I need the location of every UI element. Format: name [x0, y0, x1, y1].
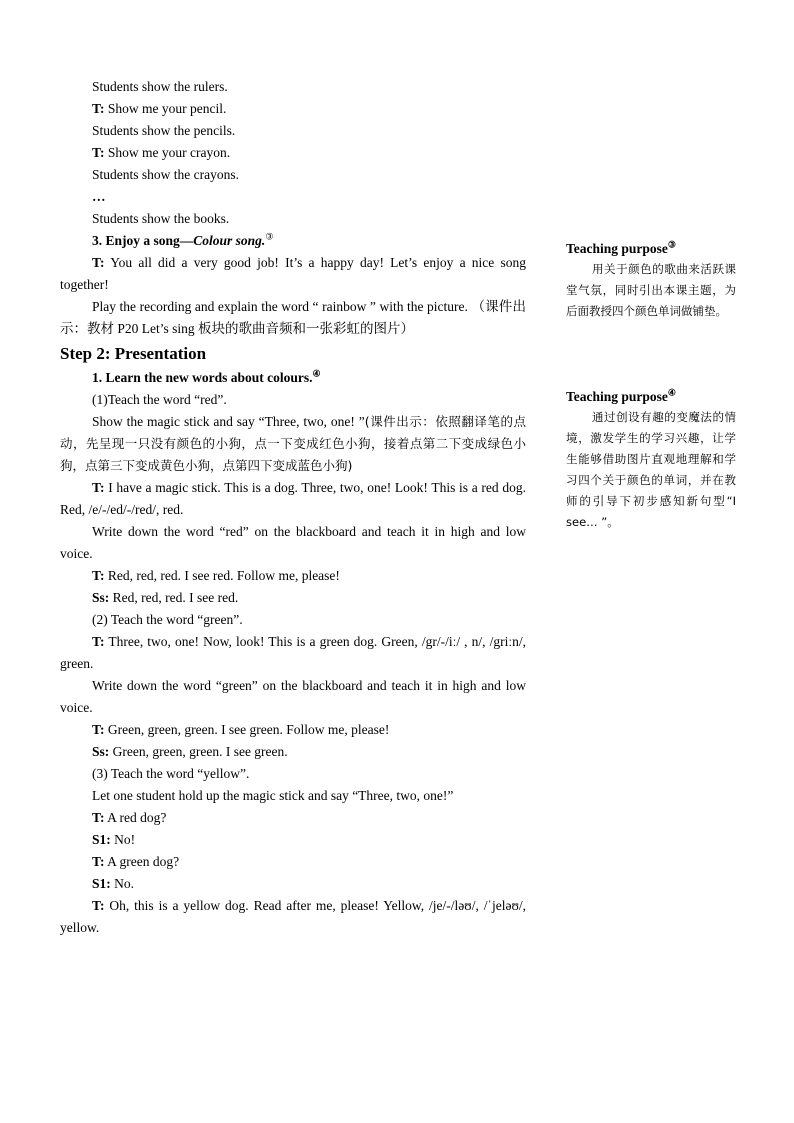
dialogue-text: You all did a very good job! It’s a happy day! Let’s enjoy a nice song together! — [60, 255, 526, 292]
main-column — [60, 76, 526, 939]
speaker-label: T: — [92, 145, 105, 160]
dialogue-text: Show me your pencil. — [104, 101, 227, 116]
instruction-line: Play the recording and explain the word “ rainbow ” with the picture. （课件出示：教材 P20 Let’s sing 板块的歌曲音频和一张彩虹的图片） — [60, 299, 526, 336]
dialogue-line — [60, 98, 526, 120]
speaker-label: Ss: — [92, 744, 110, 759]
dialogue-text: A red dog? — [104, 810, 167, 825]
instruction-line: Write down the word “green” on the blackboard and teach it in high and low voice. — [60, 678, 526, 715]
dialogue-text: I have a magic stick. This is a dog. Three, two, one! Look! This is a red dog. Red, /e/-/ed/-/red/, red. — [60, 480, 526, 517]
note-heading — [566, 386, 736, 407]
ellipsis: … — [92, 189, 106, 204]
dialogue-line — [60, 851, 526, 873]
speaker-label: T: — [92, 568, 105, 583]
dialogue-text: Green, green, green. I see green. — [109, 744, 288, 759]
speaker-label: T: — [92, 101, 105, 116]
speaker-label: T: — [92, 810, 105, 825]
dialogue-line — [60, 587, 526, 609]
speaker-label: T: — [92, 255, 105, 270]
teaching-purpose-note-4 — [566, 386, 736, 533]
dialogue-line — [60, 741, 526, 763]
speaker-label: S1: — [92, 876, 111, 891]
dialogue-text: No. — [110, 876, 135, 891]
footnote-marker: ④ — [312, 368, 321, 379]
dialogue-line — [60, 873, 526, 895]
activity-heading-text: 3. Enjoy a song— — [92, 233, 194, 248]
instruction-line: (1)Teach the word “red”. — [92, 392, 227, 407]
instruction-text: Show the magic stick and say “Three, two, one! ” — [92, 414, 365, 429]
note-body: 通过创设有趣的变魔法的情境，激发学生的学习兴趣，让学生能够借助图片直观地理解和学习四个关于颜色的单词，并在教师的引导下初步感知新句型“I see… ”。 — [566, 410, 736, 529]
activity-heading — [60, 367, 526, 389]
dialogue-line — [60, 895, 526, 939]
footnote-marker: ③ — [667, 239, 676, 250]
speaker-label: Ss: — [92, 590, 110, 605]
footnote-marker: ③ — [265, 231, 274, 242]
dialogue-text: Red, red, red. I see red. — [109, 590, 239, 605]
instruction-line: (2) Teach the word “green”. — [92, 612, 243, 627]
courseware-note: (课件出示：依照翻译笔的点动，先呈现一只没有颜色的小狗，点一下变成红色小狗，接着点第二下变成绿色小狗，点第三下变成黄色小狗，点第四下变成蓝色小狗) — [60, 414, 526, 473]
dialogue-text: A green dog? — [104, 854, 180, 869]
note-heading-text: Teaching purpose — [566, 389, 668, 404]
speaker-label: S1: — [92, 832, 111, 847]
dialogue-line — [60, 252, 526, 296]
instruction-line: (3) Teach the word “yellow”. — [92, 766, 250, 781]
dialogue-line: Students show the pencils. — [92, 123, 236, 138]
dialogue-line — [60, 807, 526, 829]
dialogue-text: Green, green, green. I see green. Follow me, please! — [104, 722, 390, 737]
dialogue-line — [60, 142, 526, 164]
activity-heading-text: 1. Learn the new words about colours. — [92, 370, 313, 385]
speaker-label: T: — [92, 480, 105, 495]
instruction-line: Let one student hold up the magic stick and say “Three, two, one!” — [92, 788, 454, 803]
song-title: Colour song. — [193, 233, 266, 248]
dialogue-line — [60, 829, 526, 851]
dialogue-text: No! — [110, 832, 136, 847]
dialogue-line — [60, 565, 526, 587]
dialogue-text: Show me your crayon. — [104, 145, 231, 160]
dialogue-text: Oh, this is a yellow dog. Read after me, please! Yellow, /je/-/ləʊ/, /ˈjeləʊ/, yellow. — [60, 898, 526, 935]
footnote-marker: ④ — [667, 387, 676, 398]
dialogue-text: Red, red, red. I see red. Follow me, please! — [104, 568, 340, 583]
note-heading — [566, 238, 736, 259]
instruction-line — [60, 411, 526, 477]
dialogue-line: Students show the crayons. — [92, 167, 239, 182]
speaker-label: T: — [92, 722, 105, 737]
dialogue-line: Students show the books. — [92, 211, 230, 226]
note-heading-text: Teaching purpose — [566, 241, 668, 256]
note-body: 用关于颜色的歌曲来活跃课堂气氛，同时引出本课主题，为后面教授四个颜色单词做铺垫。 — [566, 262, 736, 318]
teaching-purpose-note-3 — [566, 238, 736, 322]
speaker-label: T: — [92, 854, 105, 869]
dialogue-text: Three, two, one! Now, look! This is a green dog. Green, /gr/-/iː/ , n/, /griːn/, green. — [60, 634, 526, 671]
activity-heading — [60, 230, 526, 252]
dialogue-line — [60, 631, 526, 675]
step-heading: Step 2: Presentation — [60, 344, 207, 363]
instruction-line: Write down the word “red” on the blackboard and teach it in high and low voice. — [60, 524, 526, 561]
dialogue-line: Students show the rulers. — [92, 79, 228, 94]
speaker-label: T: — [92, 634, 105, 649]
dialogue-line — [60, 477, 526, 521]
speaker-label: T: — [92, 898, 105, 913]
dialogue-line — [60, 719, 526, 741]
